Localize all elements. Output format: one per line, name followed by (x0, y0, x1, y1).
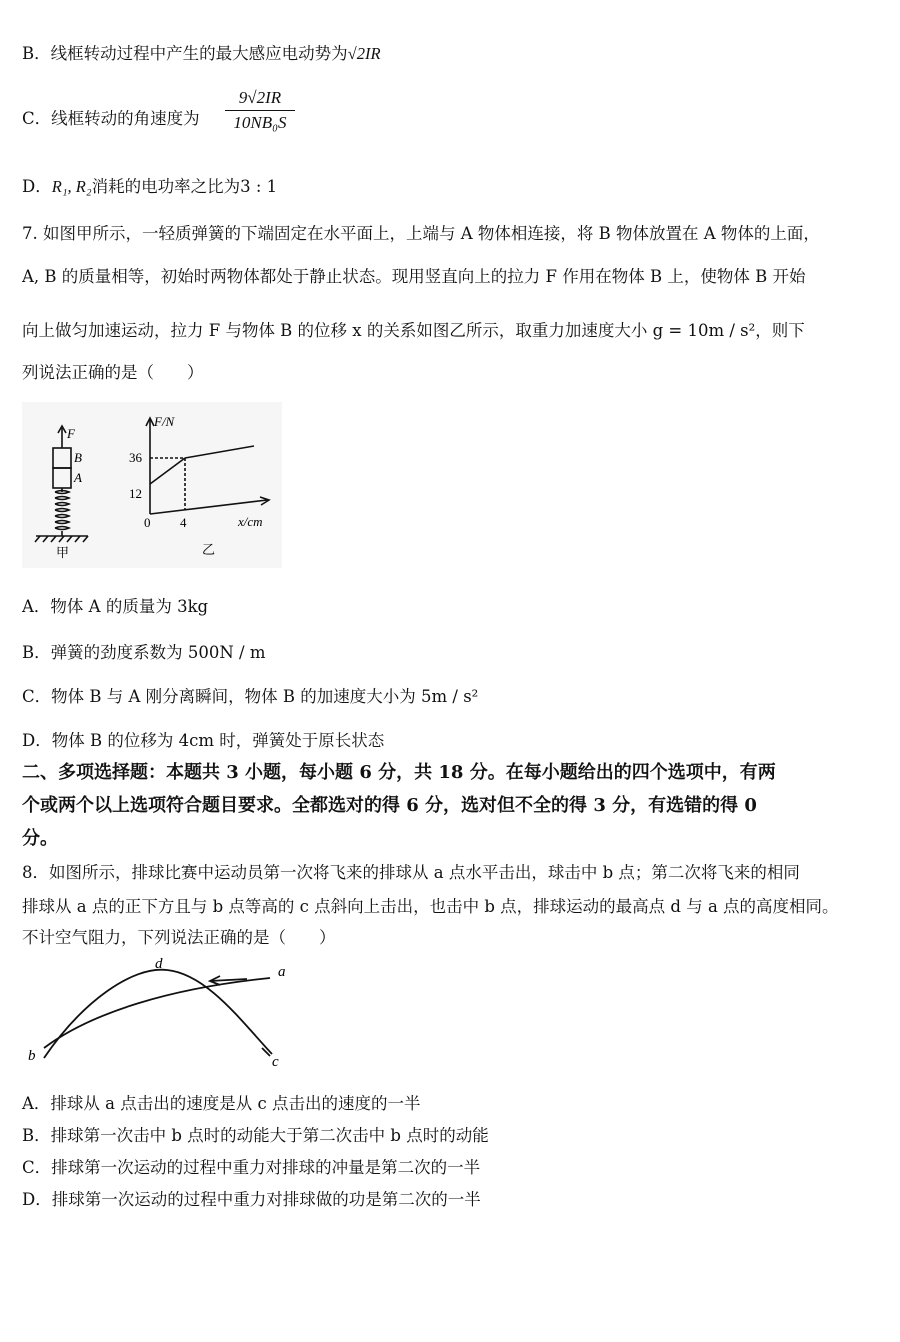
label-a: a (278, 964, 286, 980)
axis-y-label: F/N (154, 414, 175, 429)
section2-heading-line1: 二、多项选择题：本题共 3 小题，每小题 6 分，共 18 分。在每小题给出的四个选项中，有两 (22, 762, 776, 783)
q6-option-b-math: √2IR (347, 44, 381, 63)
q6-option-d (22, 176, 277, 198)
label-c: c (272, 1054, 279, 1070)
axis-x-label: x/cm (238, 514, 263, 529)
label-jia: 甲 (56, 545, 70, 560)
q7-option-a: A．物体 A 的质量为 3kg (22, 597, 209, 616)
section2-heading-line3: 分。 (22, 828, 58, 849)
label-B: B (74, 450, 82, 465)
label-yi: 乙 (202, 542, 216, 557)
q7-stem-line3: 向上做匀加速运动，拉力 F 与物体 B 的位移 x 的关系如图乙所示，取重力加速度大小 g = 10m / s²，则下 (22, 321, 805, 340)
q8-stem-line1: 8．如图所示，排球比赛中运动员第一次将飞来的排球从 a 点水平击出，球击中 b 点；第二次将飞来的相同 (22, 863, 800, 882)
q7-figure (22, 402, 282, 568)
tick-0: 0 (144, 515, 151, 530)
q7-option-c: C．物体 B 与 A 刚分离瞬间，物体 B 的加速度大小为 5m / s² (22, 687, 479, 706)
q8-trajectory-figure (22, 952, 302, 1070)
label-d: d (155, 956, 163, 972)
section2-heading-line2: 个或两个以上选项符合题目要求。全都选对的得 6 分，选对但不全的得 3 分，有选错的得 0 (22, 795, 757, 816)
q7-option-d: D．物体 B 的位移为 4cm 时，弹簧处于原长状态 (22, 731, 385, 750)
q7-stem-line2: A, B 的质量相等，初始时两物体都处于静止状态。现用竖直向上的拉力 F 作用在物体 B 上，使物体 B 开始 (22, 267, 806, 286)
q8-stem-line2: 排球从 a 点的正下方且与 b 点等高的 c 点斜向上击出，也击中 b 点，排球运动的最高点 d 与 a 点的高度相同。 (22, 897, 839, 916)
q8-option-c: C．排球第一次运动的过程中重力对排球的冲量是第二次的一半 (22, 1158, 481, 1177)
q8-option-d: D．排球第一次运动的过程中重力对排球做的功是第二次的一半 (22, 1190, 481, 1209)
tick-36: 36 (129, 450, 142, 465)
q7-stem-line4: 列说法正确的是（ ） (22, 363, 204, 382)
q8-option-a: A．排球从 a 点击出的速度是从 c 点击出的速度的一半 (22, 1094, 421, 1113)
label-A: A (74, 470, 82, 485)
q6-option-d-text: 消耗的电功率之比为 (91, 177, 241, 196)
q7-stem-line1: 7. 如图甲所示，一轻质弹簧的下端固定在水平面上，上端与 A 物体相连接，将 B 物体放置在 A 物体的上面， (22, 224, 820, 243)
q8-stem-line3: 不计空气阻力，下列说法正确的是（ ） (22, 928, 336, 947)
q6-option-c-fraction (225, 88, 295, 133)
tick-12: 12 (129, 486, 142, 501)
q7-option-b: B．弹簧的劲度系数为 500N / m (22, 643, 266, 662)
tick-4: 4 (180, 515, 187, 530)
q6-option-b-text: B．线框转动过程中产生的最大感应电动势为 (22, 44, 348, 63)
fraction-numerator: 9√2IR (225, 88, 295, 111)
q6-option-d-math: R₁, R₂ (51, 177, 92, 196)
q6-option-c-text: C．线框转动的角速度为 (22, 109, 200, 128)
q6-option-d-ratio: 3 : 1 (240, 177, 278, 196)
q8-option-b: B．排球第一次击中 b 点时的动能大于第二次击中 b 点时的动能 (22, 1126, 489, 1145)
fraction-denominator: 10NB₀S (233, 113, 287, 132)
label-b: b (28, 1048, 36, 1064)
q6-option-c (22, 108, 200, 130)
q6-option-b (22, 43, 381, 65)
label-F: F (67, 426, 75, 441)
q6-option-d-label: D． (22, 177, 52, 196)
